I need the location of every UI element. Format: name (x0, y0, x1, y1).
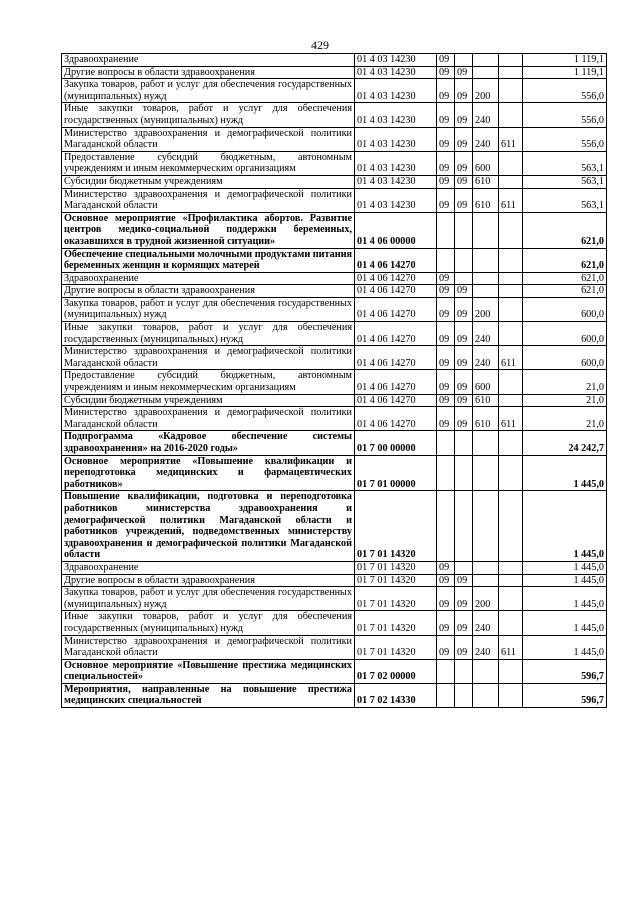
table-row (62, 103, 607, 127)
row-ministry-code (499, 587, 523, 611)
row-amount: 600,0 (523, 346, 607, 370)
row-subsection (455, 431, 473, 455)
row-subsection: 09 (455, 322, 473, 346)
row-ministry-code (499, 151, 523, 175)
table-row (62, 322, 607, 346)
row-expense-type: 240 (473, 127, 499, 151)
row-code: 01 4 06 14270 (355, 297, 437, 321)
row-name: Другие вопросы в области здравоохранения (62, 285, 355, 298)
row-ministry-code (499, 561, 523, 574)
row-section (437, 659, 455, 683)
table-row (62, 297, 607, 321)
budget-table-body (62, 54, 607, 708)
row-ministry-code (499, 297, 523, 321)
row-subsection: 09 (455, 127, 473, 151)
row-subsection: 09 (455, 574, 473, 587)
row-amount: 563,1 (523, 188, 607, 212)
row-subsection (455, 54, 473, 67)
row-expense-type: 240 (473, 103, 499, 127)
row-expense-type: 240 (473, 635, 499, 659)
row-expense-type (473, 574, 499, 587)
row-amount: 556,0 (523, 127, 607, 151)
row-expense-type: 240 (473, 611, 499, 635)
row-code: 01 4 03 14230 (355, 54, 437, 67)
row-code: 01 7 01 14320 (355, 491, 437, 562)
row-expense-type: 610 (473, 407, 499, 431)
table-row (62, 127, 607, 151)
table-row (62, 272, 607, 285)
table-row (62, 574, 607, 587)
row-expense-type (473, 561, 499, 574)
row-expense-type: 200 (473, 297, 499, 321)
row-name: Здравоохранение (62, 561, 355, 574)
row-amount: 1 445,0 (523, 491, 607, 562)
row-code: 01 4 03 14230 (355, 188, 437, 212)
row-expense-type (473, 659, 499, 683)
row-code: 01 7 02 14330 (355, 683, 437, 707)
row-ministry-code (499, 370, 523, 394)
table-row (62, 561, 607, 574)
row-expense-type (473, 248, 499, 272)
row-code: 01 4 06 00000 (355, 212, 437, 248)
row-expense-type (473, 54, 499, 67)
row-expense-type (473, 683, 499, 707)
row-subsection: 09 (455, 346, 473, 370)
row-ministry-code (499, 54, 523, 67)
row-name: Повышение квалификации, подготовка и переподготовка работников министерства здравоохранения и демографической политики Магаданской области и работников учреждений, подведомственных министерству здравоохранения и демографической политики Магаданской области (62, 491, 355, 562)
row-expense-type (473, 491, 499, 562)
row-expense-type: 240 (473, 346, 499, 370)
row-name: Другие вопросы в области здравоохранения (62, 574, 355, 587)
row-code: 01 7 01 00000 (355, 455, 437, 491)
row-amount: 21,0 (523, 394, 607, 407)
row-code: 01 4 06 14270 (355, 322, 437, 346)
row-section: 09 (437, 285, 455, 298)
row-subsection: 09 (455, 635, 473, 659)
row-amount: 556,0 (523, 79, 607, 103)
row-name: Иные закупки товаров, работ и услуг для обеспечения государственных (муниципальных) нужд (62, 611, 355, 635)
row-name: Мероприятия, направленные на повышение престижа медицинских специальностей (62, 683, 355, 707)
row-section: 09 (437, 79, 455, 103)
budget-table (61, 53, 607, 708)
row-ministry-code (499, 431, 523, 455)
row-amount: 556,0 (523, 103, 607, 127)
row-amount: 621,0 (523, 212, 607, 248)
row-code: 01 4 06 14270 (355, 394, 437, 407)
row-section: 09 (437, 635, 455, 659)
table-row (62, 394, 607, 407)
row-subsection: 09 (455, 79, 473, 103)
row-expense-type: 610 (473, 175, 499, 188)
row-amount: 596,7 (523, 683, 607, 707)
row-section: 09 (437, 103, 455, 127)
row-ministry-code (499, 611, 523, 635)
row-code: 01 4 03 14230 (355, 151, 437, 175)
row-code: 01 4 06 14270 (355, 346, 437, 370)
row-section (437, 431, 455, 455)
row-code: 01 4 06 14270 (355, 407, 437, 431)
row-amount: 1 445,0 (523, 574, 607, 587)
row-name: Субсидии бюджетным учреждениям (62, 175, 355, 188)
table-row (62, 151, 607, 175)
row-code: 01 4 06 14270 (355, 272, 437, 285)
row-subsection: 09 (455, 394, 473, 407)
row-amount: 1 119,1 (523, 54, 607, 67)
row-amount: 1 445,0 (523, 561, 607, 574)
row-amount: 600,0 (523, 322, 607, 346)
row-amount: 600,0 (523, 297, 607, 321)
row-ministry-code: 611 (499, 346, 523, 370)
row-section: 09 (437, 322, 455, 346)
row-subsection (455, 683, 473, 707)
row-section: 09 (437, 346, 455, 370)
table-row (62, 54, 607, 67)
row-subsection (455, 212, 473, 248)
row-amount: 1 445,0 (523, 635, 607, 659)
row-subsection: 09 (455, 188, 473, 212)
row-section: 09 (437, 188, 455, 212)
row-subsection: 09 (455, 66, 473, 79)
table-row (62, 370, 607, 394)
row-expense-type: 600 (473, 151, 499, 175)
row-amount: 563,1 (523, 175, 607, 188)
row-amount: 563,1 (523, 151, 607, 175)
row-code: 01 7 01 14320 (355, 561, 437, 574)
row-subsection (455, 455, 473, 491)
table-row (62, 587, 607, 611)
row-section (437, 212, 455, 248)
row-amount: 621,0 (523, 248, 607, 272)
row-subsection (455, 659, 473, 683)
row-expense-type: 240 (473, 322, 499, 346)
row-name: Иные закупки товаров, работ и услуг для обеспечения государственных (муниципальных) нужд (62, 103, 355, 127)
row-ministry-code (499, 285, 523, 298)
row-subsection (455, 248, 473, 272)
row-expense-type: 610 (473, 394, 499, 407)
row-subsection: 09 (455, 103, 473, 127)
row-section: 09 (437, 394, 455, 407)
row-name: Закупка товаров, работ и услуг для обеспечения государственных (муниципальных) нужд (62, 297, 355, 321)
row-name: Министерство здравоохранения и демографической политики Магаданской области (62, 407, 355, 431)
row-code: 01 7 01 14320 (355, 587, 437, 611)
row-ministry-code (499, 66, 523, 79)
row-name: Подпрограмма «Кадровое обеспечение системы здравоохранения» на 2016-2020 годы» (62, 431, 355, 455)
row-expense-type: 610 (473, 188, 499, 212)
row-name: Предоставление субсидий бюджетным, автономным учреждениям и иным некоммерческим организациям (62, 370, 355, 394)
row-code: 01 4 06 14270 (355, 248, 437, 272)
row-amount: 24 242,7 (523, 431, 607, 455)
row-code: 01 7 02 00000 (355, 659, 437, 683)
row-name: Здравоохранение (62, 272, 355, 285)
table-row (62, 79, 607, 103)
row-amount: 596,7 (523, 659, 607, 683)
row-subsection (455, 561, 473, 574)
row-section: 09 (437, 587, 455, 611)
row-subsection: 09 (455, 297, 473, 321)
table-row (62, 491, 607, 562)
row-ministry-code: 611 (499, 127, 523, 151)
row-subsection (455, 491, 473, 562)
row-ministry-code: 611 (499, 407, 523, 431)
table-row (62, 212, 607, 248)
row-section (437, 248, 455, 272)
row-section: 09 (437, 370, 455, 394)
row-code: 01 4 03 14230 (355, 79, 437, 103)
row-amount: 1 445,0 (523, 587, 607, 611)
row-ministry-code: 611 (499, 635, 523, 659)
table-row (62, 635, 607, 659)
row-ministry-code (499, 248, 523, 272)
row-code: 01 7 01 14320 (355, 635, 437, 659)
row-section: 09 (437, 127, 455, 151)
row-ministry-code (499, 683, 523, 707)
row-subsection: 09 (455, 151, 473, 175)
table-row (62, 248, 607, 272)
row-section: 09 (437, 574, 455, 587)
row-ministry-code (499, 103, 523, 127)
table-row (62, 455, 607, 491)
row-ministry-code (499, 659, 523, 683)
table-row (62, 683, 607, 707)
row-code: 01 4 03 14230 (355, 103, 437, 127)
row-subsection: 09 (455, 175, 473, 188)
row-ministry-code (499, 491, 523, 562)
row-amount: 21,0 (523, 370, 607, 394)
row-amount: 621,0 (523, 272, 607, 285)
table-row (62, 659, 607, 683)
row-name: Здравоохранение (62, 54, 355, 67)
row-subsection: 09 (455, 370, 473, 394)
page-number: 429 (311, 38, 329, 52)
row-section: 09 (437, 561, 455, 574)
table-row (62, 346, 607, 370)
row-section (437, 683, 455, 707)
row-code: 01 7 01 14320 (355, 574, 437, 587)
row-code: 01 4 03 14230 (355, 175, 437, 188)
row-section: 09 (437, 407, 455, 431)
row-name: Основное мероприятие «Повышение квалификации и переподготовка медицинских и фармацевтических работников» (62, 455, 355, 491)
row-code: 01 4 03 14230 (355, 127, 437, 151)
row-name: Основное мероприятие «Повышение престижа медицинских специальностей» (62, 659, 355, 683)
row-ministry-code (499, 394, 523, 407)
row-subsection: 09 (455, 407, 473, 431)
row-code: 01 4 06 14270 (355, 285, 437, 298)
table-row (62, 66, 607, 79)
row-code: 01 4 06 14270 (355, 370, 437, 394)
row-name: Министерство здравоохранения и демографической политики Магаданской области (62, 635, 355, 659)
row-expense-type (473, 212, 499, 248)
row-ministry-code (499, 272, 523, 285)
table-row (62, 175, 607, 188)
row-name: Иные закупки товаров, работ и услуг для обеспечения государственных (муниципальных) нужд (62, 322, 355, 346)
row-name: Основное мероприятие «Профилактика абортов. Развитие центров медико-социальной поддержки беременных, оказавшихся в трудной жизненной ситуации» (62, 212, 355, 248)
row-subsection: 09 (455, 611, 473, 635)
row-expense-type (473, 285, 499, 298)
row-code: 01 4 03 14230 (355, 66, 437, 79)
row-section (437, 455, 455, 491)
row-expense-type (473, 272, 499, 285)
row-code: 01 7 01 14320 (355, 611, 437, 635)
row-code: 01 7 00 00000 (355, 431, 437, 455)
row-section: 09 (437, 54, 455, 67)
row-amount: 621,0 (523, 285, 607, 298)
row-name: Министерство здравоохранения и демографической политики Магаданской области (62, 188, 355, 212)
row-expense-type: 200 (473, 79, 499, 103)
row-expense-type (473, 431, 499, 455)
row-ministry-code: 611 (499, 188, 523, 212)
row-section: 09 (437, 175, 455, 188)
row-section: 09 (437, 151, 455, 175)
row-ministry-code (499, 79, 523, 103)
row-ministry-code (499, 175, 523, 188)
row-ministry-code (499, 322, 523, 346)
row-name: Закупка товаров, работ и услуг для обеспечения государственных (муниципальных) нужд (62, 79, 355, 103)
row-section: 09 (437, 297, 455, 321)
row-expense-type: 600 (473, 370, 499, 394)
row-name: Обеспечение специальными молочными продуктами питания беременных женщин и кормящих матерей (62, 248, 355, 272)
table-row (62, 285, 607, 298)
row-expense-type (473, 455, 499, 491)
row-name: Другие вопросы в области здравоохранения (62, 66, 355, 79)
row-ministry-code (499, 574, 523, 587)
row-section: 09 (437, 611, 455, 635)
row-amount: 1 119,1 (523, 66, 607, 79)
row-amount: 1 445,0 (523, 611, 607, 635)
table-row (62, 407, 607, 431)
row-amount: 1 445,0 (523, 455, 607, 491)
row-ministry-code (499, 212, 523, 248)
row-amount: 21,0 (523, 407, 607, 431)
table-row (62, 431, 607, 455)
row-expense-type (473, 66, 499, 79)
row-name: Министерство здравоохранения и демографической политики Магаданской области (62, 127, 355, 151)
row-name: Министерство здравоохранения и демографической политики Магаданской области (62, 346, 355, 370)
row-section (437, 491, 455, 562)
row-subsection: 09 (455, 587, 473, 611)
row-ministry-code (499, 455, 523, 491)
row-subsection: 09 (455, 285, 473, 298)
row-section: 09 (437, 66, 455, 79)
table-row (62, 188, 607, 212)
row-subsection (455, 272, 473, 285)
row-name: Закупка товаров, работ и услуг для обеспечения государственных (муниципальных) нужд (62, 587, 355, 611)
table-row (62, 611, 607, 635)
row-name: Субсидии бюджетным учреждениям (62, 394, 355, 407)
row-name: Предоставление субсидий бюджетным, автономным учреждениям и иным некоммерческим организациям (62, 151, 355, 175)
row-expense-type: 200 (473, 587, 499, 611)
row-section: 09 (437, 272, 455, 285)
